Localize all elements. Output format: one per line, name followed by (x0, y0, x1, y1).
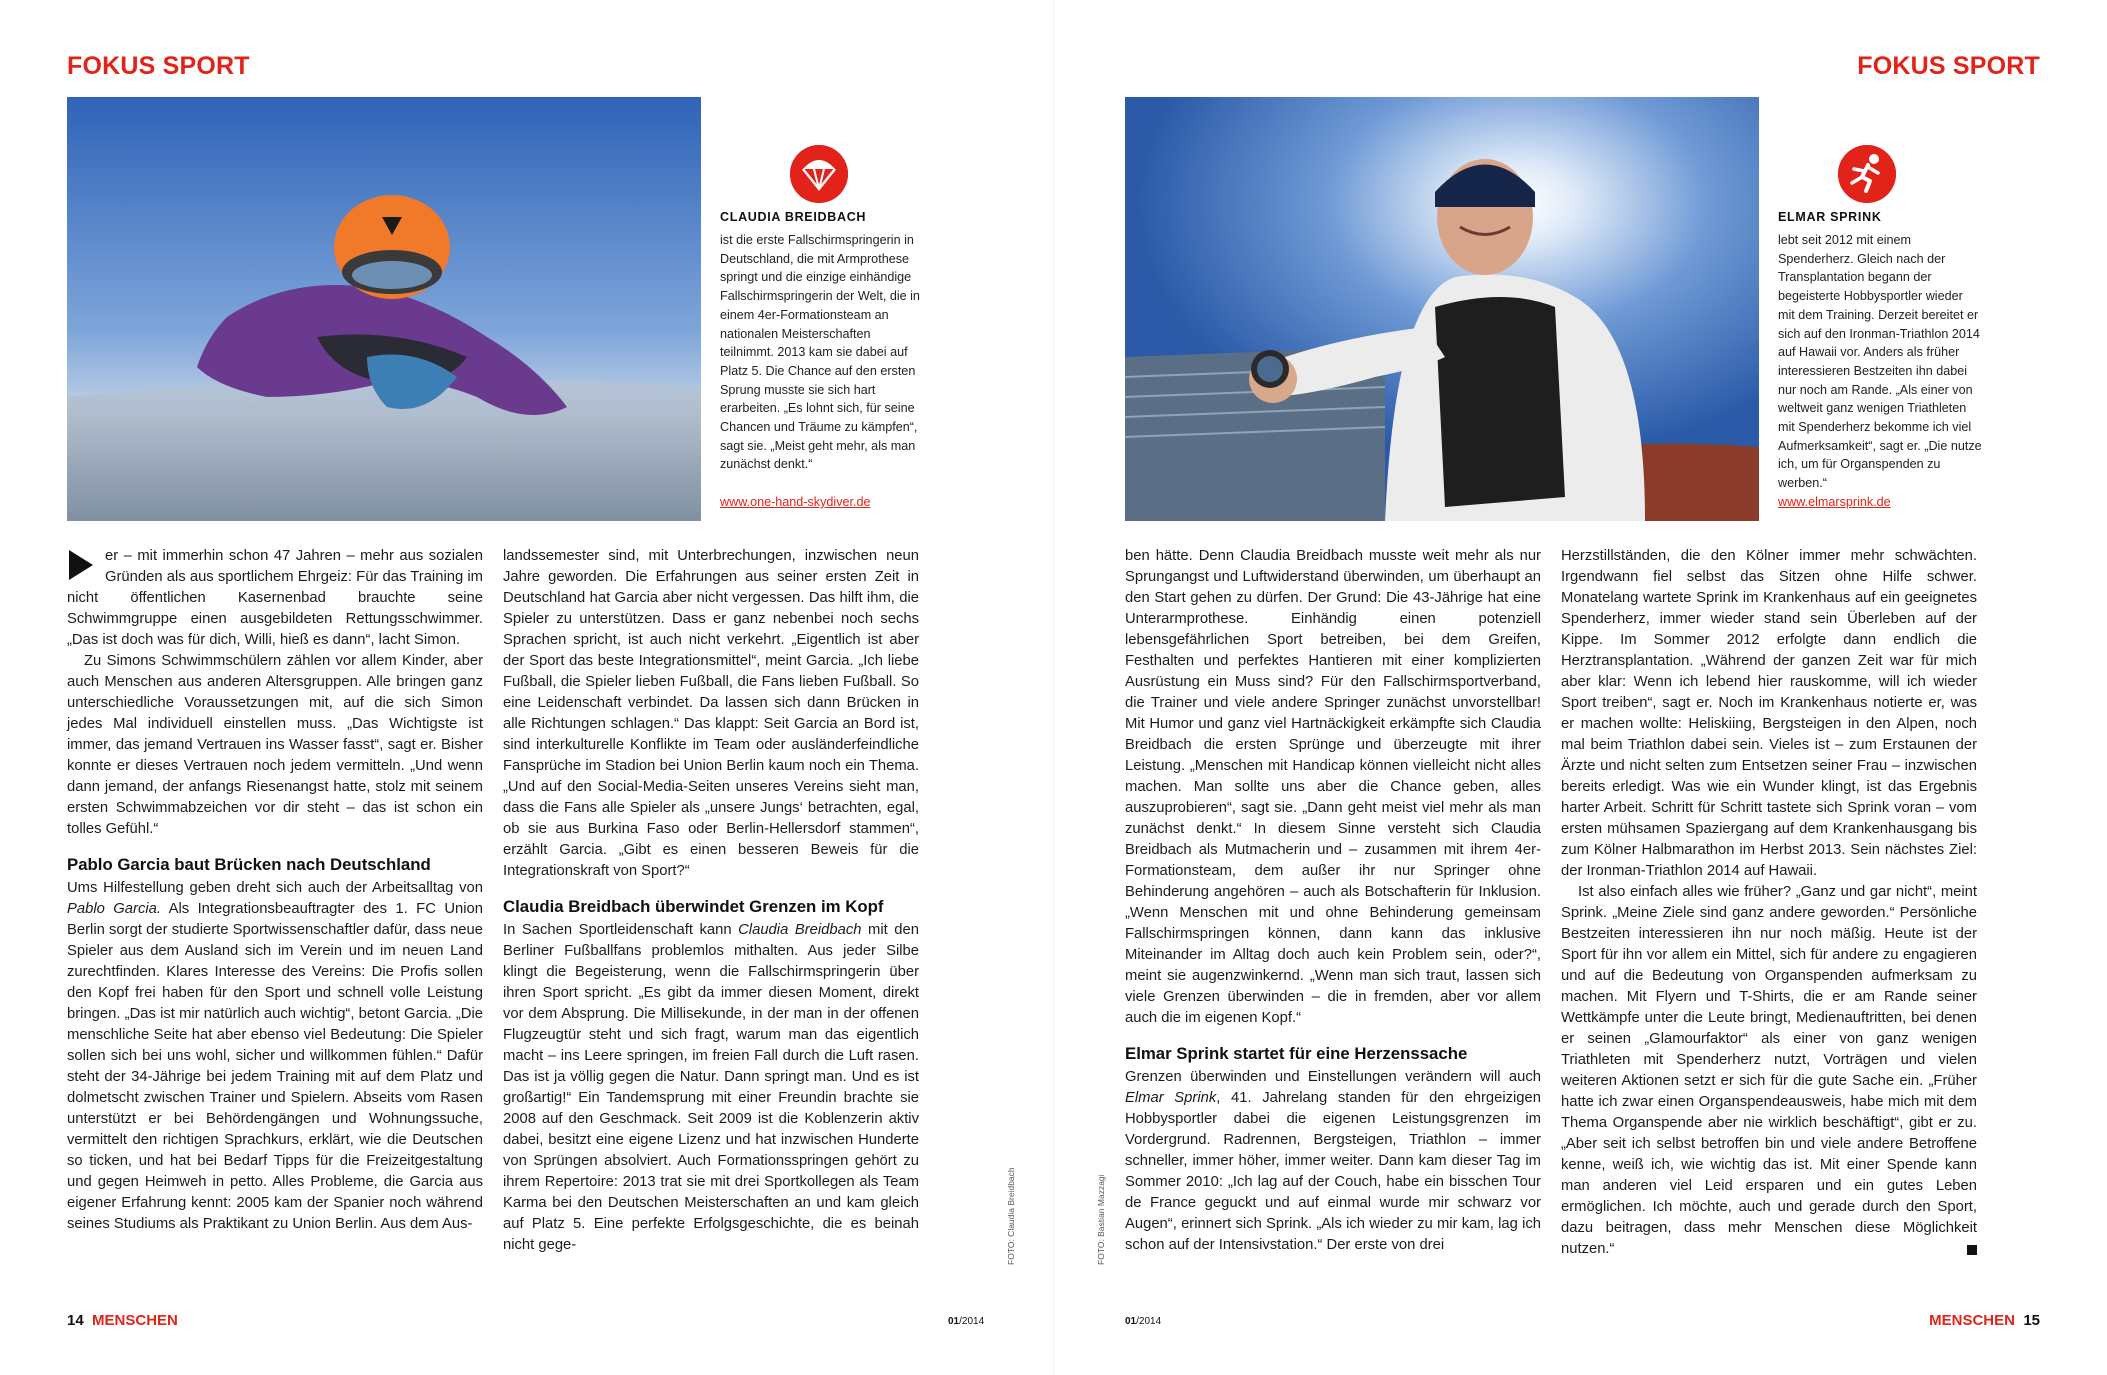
runner-icon (1838, 145, 1896, 203)
article-column-1 (67, 546, 483, 1235)
folio-right (1929, 1312, 2040, 1329)
profile-bio: ist die erste Fallschirmspringerin in Deutschland, die mit Armprothese springt und die einzige einhändige Fallschirmspringerin der Welt, die in einem 4er-Formationsteam an nationalen Meisterschaften teilnimmt. 2013 kam sie dabei auf Platz 5. Die Chance auf den ersten Sprung musste sie sich hart erarbeiten. „Es lohnt sich, für seine Chancen und Träume zu kämpfen“, sagt sie. „Meist geht mehr, als man zunächst denkt.“ (720, 233, 920, 472)
paragraph: Zu Simons Schwimmschülern zählen vor allem Kinder, aber auch Menschen aus anderen Altersgruppen. Alle bringen ganz unterschiedliche Voraussetzungen mit, auf die sich Simon jedes Mal individuell einstellen muss. „Das Wichtigste ist immer, das jemand Vertrauen ins Wasser fasst“, sagt er. Bisher konnte er dieses Vertrauen noch jedem vermitteln. „Und wenn dann jemand, der anfangs Riesenangst hatte, stolz mit seinem ersten Schwimmabzeichen vor dir steht – das ist schon ein tolles Gefühl.“ (67, 653, 483, 837)
profile-website-link[interactable]: www.one-hand-skydiver.de (720, 495, 871, 509)
parachute-icon (790, 145, 848, 203)
subheading: Claudia Breidbach überwindet Grenzen im Kopf (503, 897, 884, 916)
article-column-3 (1125, 546, 1541, 1256)
paragraph (67, 546, 483, 651)
profile-website-link[interactable]: www.elmarsprink.de (1778, 495, 1891, 509)
issue-left: 01/2014 (948, 1316, 985, 1327)
folio-left (67, 1312, 178, 1329)
spread-fold (1053, 0, 1054, 1375)
issue-right: 01/2014 (1125, 1316, 1162, 1327)
paragraph: Herzstillständen, die den Kölner immer mehr schwächten. Irgendwann fiel selbst das Sitzen ohne Hilfe schwer. Monatelang wartete Sprink im Krankenhaus auf ein geeignetes Spenderherz, immer wieder stand sein Überleben auf der Kippe. Im Sommer 2012 erfolgte dann endlich die Herztransplantation. „Während der ganzen Zeit war für mich aber klar: Wenn ich lebend hier rauskomme, will ich wieder Sport treiben“, sagt er. Noch im Krankenhaus notierte er, was er machen wollte: Heliskiing, Bergsteigen in den Alpen, noch mal beim Triathlon dabei sein. Vieles ist – zum Erstaunen der Ärzte und nicht selten zum Entsetzen seiner Frau – inzwischen bereits erledigt. Was wie ein Wunder klingt, ist das Ergebnis harter Arbeit. Schritt für Schritt tastete sich Sprink voran – vom ersten mühsamen Spaziergang auf dem Krankenhausgang bis zum Kölner Halbmarathon im Herbst 2013. Sein nächstes Ziel: der Ironman-Triathlon 2014 auf Hawaii. (1561, 548, 1977, 879)
paragraph: Grenzen überwinden und Einstellungen verändern will auch Elmar Sprink, 41. Jahrelang standen für den ehrgeizigen Hobbysportler dabei die eigenen Leistungsgrenzen im Vordergrund. Radrennen, Bergsteigen, Triathlon – immer schneller, immer höher, immer weiter. Dann kam dieser Tag im Sommer 2010: „Ich lag auf der Couch, habe ein bisschen Tour de France geguckt und auf einmal wurde mir schwarz vor Augen“, erinnert sich Sprink. „Als ich wieder zu mir kam, lag ich schon auf der Intensivstation.“ Der erste von drei (1125, 1069, 1541, 1253)
subheading: Pablo Garcia baut Brücken nach Deutschland (67, 855, 431, 874)
athlete-photo (1125, 97, 1759, 521)
paragraph: Ums Hilfestellung geben dreht sich auch der Arbeitsalltag von Pablo Garcia. Als Integrationsbeauftragter des 1. FC Union Berlin sorgt der studierte Sportwissenschaftler dafür, dass neue Spieler aus dem Ausland sich im Verein und im neuen Land zurechtfinden. Klares Interesse des Vereins: Die Profis sollen den Kopf frei haben für den Sport und schnell volle Leistung bringen. „Das ist mir natürlich auch wichtig“, betont Garcia. „Die menschliche Seite hat aber ebenso viel Bedeutung: Die Spieler sollen sich bei uns wohl, sicher und willkommen fühlen.“ Dafür steht der 34-Jährige bei jedem Training mit auf dem Platz und dolmetscht zwischen Trainer und Spielern. Abseits vom Rasen unterstützt er bei Behördengängen und Wohnungssuche, vermittelt den richtigen Sprachkurs, erklärt, wie die Deutschen so ticken, und hat bei Bedarf Tipps für die Freizeitgestaltung und gegen Heimweh in petto. Alles Probleme, die Garcia aus eigener Erfahrung kennt: 2005 kam der Spanier noch während seines Studiums als Praktikant zu Union Berlin. Aus dem Aus- (67, 880, 483, 1232)
page-number: 14 (67, 1312, 84, 1329)
photo-credit-left: FOTO: Claudia Breidbach (1006, 1167, 1016, 1265)
paragraph: ben hätte. Denn Claudia Breidbach musste weit mehr als nur Sprungangst und Luftwiderstand überwinden, um überhaupt an den Start gehen zu dürfen. Der Grund: Die 43-Jährige hat eine Unterarmprothese. Einhändig einen potenziell lebensgefährlichen Sport betreiben, bei dem Greifen, Festhalten und perfektes Hantieren mit einer komplizierten Ausrüstung ein Muss sind? Für den Fallschirmsportverband, die Trainer und viele andere Springer zunächst unvorstellbar! Mit Humor und ganz viel Hartnäckigkeit erkämpfte sich Claudia Breidbach die ersten Sprünge und überzeugte mit ihrer Leistung. „Menschen mit Handicap können vielleicht nicht alles machen. Man sollte uns aber die Chance geben, alles auszuprobieren“, sagt sie. „Dann geht meist viel mehr als man zunächst denkt.“ In diesem Sinne versteht sich Claudia Breidbach als Mutmacherin und – zusammen mit ihrem 4er-Formationsteam, dem außer ihr nur Springer ohne Behinderung angehören – auch als Botschafterin für Inklusion. „Wenn Menschen mit und ohne Behinderung gemeinsam Fallschirmspringen können, dann kann das inklusive Miteinander im Alltag doch auch kein Problem sein, oder?“, meint sie augenzwinkernd. „Wenn man sich traut, lassen sich viele Grenzen überwinden – die in fremden, aber vor allem auch die im eigenen Kopf.“ (1125, 548, 1541, 1026)
skydiver-photo (67, 97, 701, 521)
article-column-2 (503, 546, 919, 1256)
profile-bio: lebt seit 2012 mit einem Spenderherz. Gleich nach der Transplantation begann der begeisterte Hobbysportler wieder mit dem Training. Derzeit bereitet er sich auf den Ironman-Triathlon 2014 auf Hawaii vor. Anders als früher interessieren Bestzeiten ihn dabei nur noch am Rande. „Als einer von weltweit ganz wenigen Triathleten mit Spenderherz bekomme ich viel Aufmerksamkeit“, sagt er. „Die nutze ich, um für Organspenden zu werben.“ (1778, 233, 1982, 491)
paragraph: landssemester sind, mit Unterbrechungen, inzwischen neun Jahre geworden. Die Erfahrungen aus seiner ersten Zeit in Deutschland hat Garcia aber nicht vergessen. Das hilft ihm, die Spieler zu unterstützen. Dass er ganz nebenbei noch sechs Sprachen spricht, ist auch nicht verkehrt. „Eigentlich ist aber der Sport das beste Integrationsmittel“, meint Garcia. „Ich liebe Fußball, die Spieler lieben Fußball, die Fans lieben Fußball. So eine Leidenschaft verbindet. Da lassen sich dann Brücken in alle Richtungen schlagen.“ Das klappt: Seit Garcia an Bord ist, sind interkulturelle Konflikte im Team oder ausländerfeindliche Fansprüche im Stadion bei Union Berlin kaum noch ein Thema. „Und auf den Social-Media-Seiten unseres Vereins sieht man, dass die Fans alle Spieler als „unsere Jungs‘ betrachten, egal, ob sie aus Burkina Faso oder Berlin-Hellersdorf stammen“, erzählt Garcia. „Gibt es einen besseren Beweis für die Integrationskraft von Sport?“ (503, 548, 919, 879)
paragraph-text: er – mit immerhin schon 47 Jahren – mehr aus sozialen Gründen als aus sportlichem Ehrgeiz: Für das Training im nicht öffentlichen Kasernenbad brauchte seine Schwimmgruppe einen ausgebildeten Rettungsschwimmer. „Das ist doch was für dich, Willi, hieß es dann“, lacht Simon. (67, 548, 483, 648)
article-column-4 (1561, 546, 1977, 1260)
lead-arrow-icon (67, 548, 95, 582)
paragraph: Ist also einfach alles wie früher? „Ganz und gar nicht“, meint Sprink. „Meine Ziele sind ganz andere geworden.“ Persönliche Bestzeiten interessieren ihn nur noch mäßig. Heute ist der Sport für ihn vor allem ein Mittel, sich für andere zu engagieren und auf die Bedeutung von Organspenden aufmerksam zu machen. Mit Flyern und T-Shirts, die er am Rande seiner Wettkämpfe unter die Leute bringt, Medienauftritten, bei denen er seinen „Glamourfaktor“ als einer von ganz wenigen Triathleten mit Spenderherz nutzt, Vorträgen und vielen weiteren Aktionen setzt er sich für die gute Sache ein. „Früher hatte ich zwar einen Organspendeausweis, habe mich mit dem Thema Organspende aber nie wirklich beschäftigt“, gibt er zu. „Aber seit ich selbst betroffen bin und viele andere Betroffene kenne, weiß ich, wie wichtig das ist. Mit einer Spende kann man anderen viel Leid ersparen und ein gutes Leben ermöglichen. Ich möchte, auch und gerade durch den Sport, dazu beitragen, dass mehr Menschen diese Möglichkeit nutzen.“ (1561, 884, 1977, 1257)
person-name-emphasis: Pablo Garcia. (67, 901, 161, 917)
section-title-right: FOKUS SPORT (1857, 52, 2040, 80)
person-name-emphasis: Claudia Breidbach (738, 922, 862, 938)
section-title-left: FOKUS SPORT (67, 52, 250, 80)
subheading: Elmar Sprink startet für eine Herzenssache (1125, 1044, 1468, 1063)
page-number: 15 (2023, 1312, 2040, 1329)
profile-name: ELMAR SPRINK (1778, 210, 1882, 224)
paragraph: In Sachen Sportleidenschaft kann Claudia Breidbach mit den Berliner Fußballfans problemlos mithalten. Aus jeder Silbe klingt die Begeisterung, wenn die Fallschirmspringerin über ihren Sport spricht. „Es gibt da immer diesen Moment, direkt vor dem Absprung. Die Millisekunde, in der man in der offenen Flugzeugtür steht und sich fragt, warum man das eigentlich macht – ins Leere springen, im freien Fall durch die Luft rasen. Das ist ja völlig gegen die Natur. Dann springt man. Und es ist großartig!“ Ein Tandemsprung mit einer Freundin brachte sie 2008 auf den Geschmack. Seit 2009 ist die Koblenzerin aktiv dabei, besitzt eine eigene Lizenz und hat inzwischen Hunderte von Sprüngen absolviert. Auch Formationsspringen gehört zu ihrem Repertoire: 2013 trat sie mit drei Sportkollegen als Team Karma bei den Deutschen Meisterschaften an und kam gleich auf Platz 5. Eine perfekte Erfolgsgeschichte, die es beinah nicht gege- (503, 922, 919, 1253)
person-name-emphasis: Elmar Sprink (1125, 1090, 1217, 1106)
profile-name: CLAUDIA BREIDBACH (720, 210, 867, 224)
folio-label: MENSCHEN (1929, 1312, 2015, 1329)
photo-credit-right: FOTO: Bastian Mazzagi (1096, 1174, 1106, 1265)
folio-label: MENSCHEN (92, 1312, 178, 1329)
end-mark-icon (1967, 1245, 1977, 1255)
